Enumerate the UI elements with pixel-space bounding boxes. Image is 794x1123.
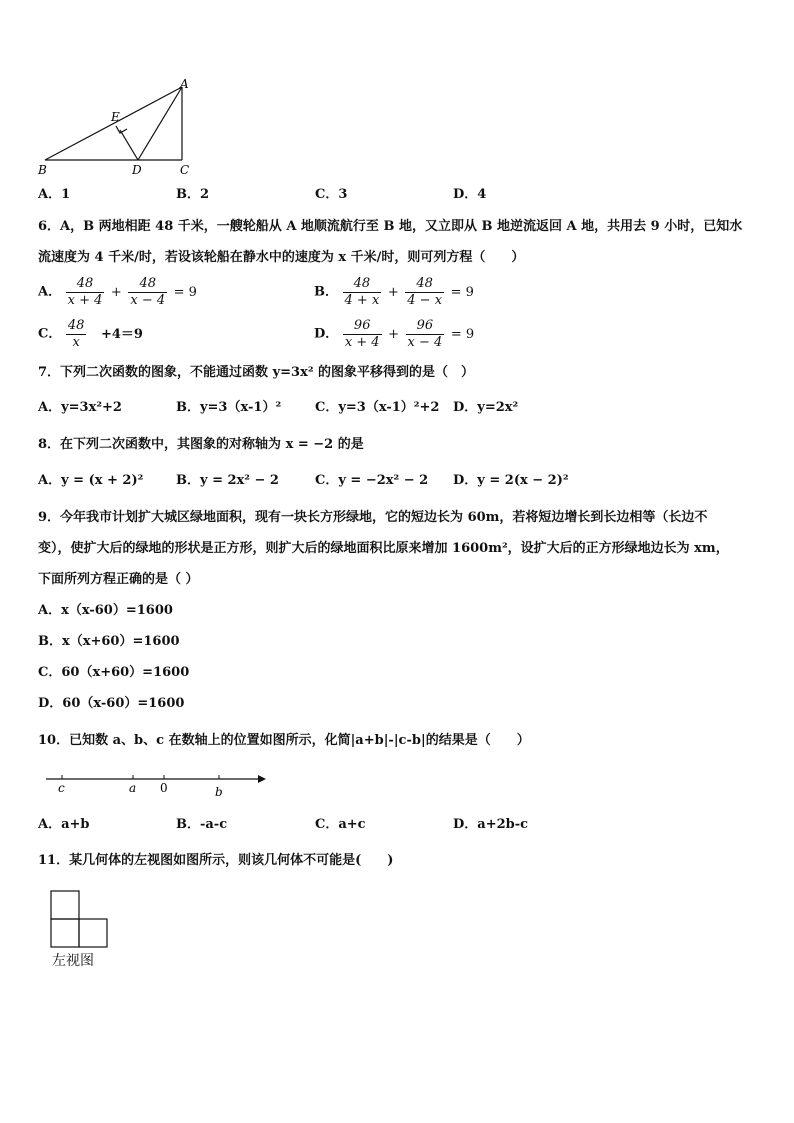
q8-option-c[interactable]: C．y = −2x² − 2 — [315, 473, 429, 488]
q6-option-c[interactable] — [38, 318, 145, 351]
q9-option-d[interactable]: D．60（x-60）=1600 — [38, 696, 185, 711]
left-view-square-bottom-right — [79, 919, 107, 947]
q10-option-c[interactable]: C．a+c — [315, 817, 366, 832]
q10-option-d[interactable]: D．a+2b-c — [453, 817, 529, 832]
q6-option-b[interactable] — [314, 276, 476, 309]
q6-option-d[interactable] — [314, 318, 476, 351]
q6-stem-line1: 6．A，B 两地相距 48 千米，一艘轮船从 A 地顺流航行至 B 地，又立即从 B 地逆流返回 A 地，共用去 9 小时，已知水 — [38, 219, 743, 234]
vertex-label-c: C — [180, 163, 190, 177]
q7-stem: 7．下列二次函数的图象，不能通过函数 y=3x² 的图象平移得到的是（ ） — [38, 365, 475, 380]
q6-option-b-rhs: = 9 — [450, 284, 474, 300]
q6-option-b-fraction-1: $\frac{48}{4 + x}$ — [344, 276, 380, 308]
axis-label-b: b — [215, 785, 223, 799]
vertex-label-d: D — [132, 163, 142, 177]
q6-option-d-fraction-2: $\frac{96}{x - 4}$ — [407, 318, 443, 350]
q6-option-c-fraction-1: $\frac{48}{x}$ — [67, 318, 85, 350]
q9-stem-line3: 下面所列方程正确的是（ ） — [38, 572, 199, 587]
q5-option-b[interactable]: B．2 — [176, 187, 210, 202]
number-line-arrow — [258, 775, 266, 783]
q5-option-a[interactable]: A．1 — [38, 187, 71, 202]
q8-option-b[interactable]: B．y = 2x² − 2 — [176, 473, 279, 488]
q6-option-d-rhs: = 9 — [450, 326, 475, 342]
left-view-square-top — [51, 891, 79, 919]
q6-option-c-rest: +4＝9 — [100, 326, 143, 342]
q9-stem-line2: 变），使扩大后的绿地的形状是正方形，则扩大后的绿地面积比原来增加 1600m²，设扩大后的正方形绿地边长为 xm， — [38, 541, 729, 556]
number-line-figure — [40, 768, 270, 802]
q6-option-d-plus: + — [388, 326, 400, 342]
q6-option-a-plus: + — [110, 284, 122, 300]
q6-stem-line2: 流速度为 4 千米/时，若设该轮船在静水中的速度为 x 千米/时，则可列方程（ ） — [38, 250, 525, 265]
q7-option-c[interactable]: C．y=3（x-1）²+2 — [315, 400, 440, 415]
q6-option-a[interactable] — [38, 276, 199, 309]
q7-option-a[interactable]: A．y=3x²+2 — [38, 400, 122, 415]
axis-label-c: c — [58, 781, 65, 795]
q6-option-d-label: D． — [314, 326, 339, 342]
q6-option-b-label: B． — [314, 284, 338, 300]
q6-option-d-fraction-1: $\frac{96}{x + 4}$ — [344, 318, 380, 350]
q6-option-b-plus: + — [387, 284, 399, 300]
vertex-label-b: B — [38, 163, 47, 177]
q9-option-a[interactable]: A．x（x-60）=1600 — [38, 603, 173, 618]
q5-option-c[interactable]: C．3 — [315, 187, 348, 202]
q8-stem: 8．在下列二次函数中，其图象的对称轴为 x = −2 的是 — [38, 437, 364, 452]
left-view-caption: 左视图 — [52, 953, 94, 969]
q8-option-a[interactable]: A．y = (x + 2)² — [38, 473, 144, 488]
q5-option-d[interactable]: D．4 — [453, 187, 487, 202]
q6-option-a-fraction-2: $\frac{48}{x - 4}$ — [130, 276, 166, 308]
q7-option-d[interactable]: D．y=2x² — [453, 400, 519, 415]
q11-stem: 11．某几何体的左视图如图所示，则该几何体不可能是( ) — [38, 853, 394, 868]
q6-option-a-fraction-1: $\frac{48}{x + 4}$ — [67, 276, 103, 308]
q6-option-a-label: A． — [38, 284, 62, 300]
q7-option-b[interactable]: B．y=3（x-1）² — [176, 400, 282, 415]
q10-option-b[interactable]: B．-a-c — [176, 817, 228, 832]
vertex-label-e: E — [111, 110, 120, 124]
q9-stem-line1: 9．今年我市计划扩大城区绿地面积，现有一块长方形绿地，它的短边长为 60m，若将短边增长到长边相等（长边不 — [38, 510, 708, 525]
q6-option-b-fraction-2: $\frac{48}{4 - x}$ — [407, 276, 443, 308]
triangle-figure — [30, 75, 210, 180]
axis-label-zero: 0 — [160, 781, 168, 795]
q10-option-a[interactable]: A．a+b — [38, 817, 90, 832]
q10-stem: 10．已知数 a、b、c 在数轴上的位置如图所示，化简|a+b|-|c-b|的结果是（ ） — [38, 733, 530, 748]
q6-option-c-label: C． — [38, 326, 62, 342]
q6-option-a-rhs: = 9 — [173, 284, 197, 300]
left-view-square-bottom-left — [51, 919, 79, 947]
left-view-figure — [48, 888, 112, 952]
q9-option-c[interactable]: C．60（x+60）=1600 — [38, 665, 190, 680]
vertex-label-a: A — [180, 77, 189, 91]
q9-option-b[interactable]: B．x（x+60）=1600 — [38, 634, 180, 649]
q8-option-d[interactable]: D．y = 2(x − 2)² — [453, 473, 569, 488]
axis-label-a: a — [129, 781, 137, 795]
